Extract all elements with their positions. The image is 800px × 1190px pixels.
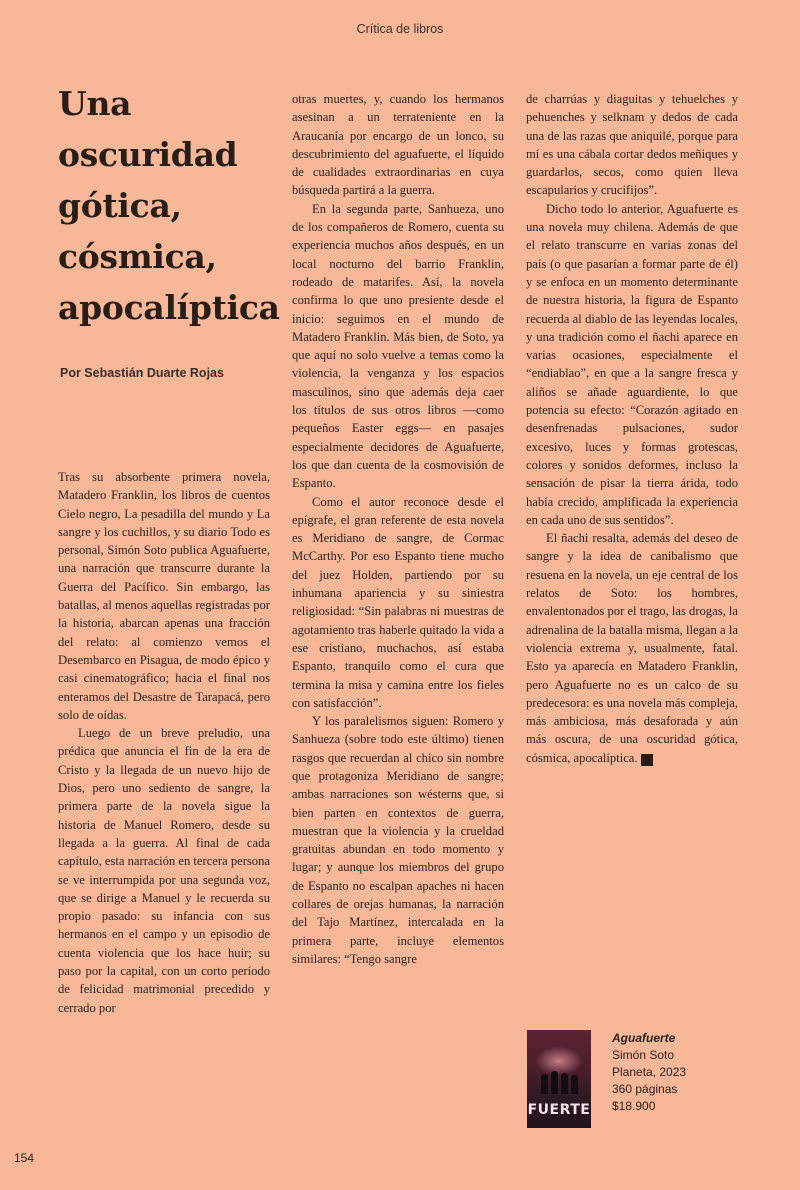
- book-publisher: Planeta, 2023: [612, 1065, 687, 1079]
- book-author: Simón Soto: [612, 1048, 675, 1062]
- byline: Por Sebastián Duarte Rojas: [60, 366, 224, 380]
- paragraph: [526, 529, 738, 767]
- cover-figure: [571, 1075, 578, 1094]
- paragraph: Y los paralelismos siguen: Romero y Sanhueza (sobre todo este último) tienen rasgos que recuerdan al chico sin nombre que protagoniza Meridiano de sangre; ambas narraciones son wésterns que, si bien parten en contextos de guerra, muestran que la violencia y la crueldad gratuitas abundan en todo momento y lugar; y aunque los miembros del grupo de Espanto no escalpan apaches ni hacen collares de orejas humanas, la narración del Tajo Martínez, intercalada en la primera parte, incluye elementos similares: “Tengo sangre: [292, 714, 504, 966]
- column-3: [526, 90, 738, 767]
- book-price: $18.900: [612, 1099, 656, 1113]
- paragraph: Dicho todo lo anterior, Aguafuerte es una novela muy chilena. Además de que el relato transcurre en varias zonas del país (o que pasarían a formar parte de él) y se enfoca en un momento determinante de nuestra historia, la figura de Espanto recuerda al diablo de las leyendas locales, y una tradición como el ñachi aparece en varias ocasiones, especialmente el “endiablao”, en que a la sangre fresca y aliños se añade aguardiente, lo que potencia su efecto: “Corazón agitado en desenfrenadas pulsaciones, sudor excesivo, luces y formas grotescas, colores y sonidos deformes, incluso la sensación de pisar la tierra árida, todo había crecido, amplificada la experiencia en cada uno de sus sentidos”.: [526, 201, 738, 527]
- column-1: [58, 468, 270, 1017]
- book-pages: 360 páginas: [612, 1082, 678, 1096]
- title-line: cósmica,: [58, 237, 217, 276]
- book-cover: [527, 1030, 591, 1128]
- title-line: gótica,: [58, 186, 182, 225]
- end-mark-icon: S: [641, 754, 653, 766]
- paragraph: En la segunda parte, Sanhueza, uno de los compañeros de Romero, cuenta su experiencia muchos años después, en un local nocturno del barrio Franklin, rodeado de matarifes. Así, la novela confirma lo que uno presiente desde el inicio: seguimos en el mundo de Matadero Franklin. Más bien, de Soto, ya que aquí no solo vuelve a temas como la violencia, la venganza y los espacios masculinos, sino que además deja caer los títulos de sus otros libros —como pequeños Easter eggs— en pasajes especialmente decidores de Aguafuerte, los que dan cuenta de la cosmovisión de Espanto.: [292, 201, 504, 491]
- cover-glow: [535, 1046, 583, 1076]
- cover-figure: [551, 1071, 558, 1094]
- book-title: Aguafuerte: [612, 1031, 676, 1045]
- title-line: oscuridad: [58, 135, 238, 174]
- paragraph: Luego de un breve preludio, una prédica que anuncia el fin de la era de Cristo y la llegada de un nuevo hijo de Dios, pero uno sediento de sangre, la primera parte de la novela sigue la historia de Manuel Romero, desde su llegada a la guerra. Al final de cada capítulo, esta narración en tercera persona se ve interrumpida por una segunda voz, que se dirige a Manuel y le recuerda su propio pasado: su infancia con sus hermanos en el campo y un episodio de cuenta violencia que los hace huir; su paso por la capital, con un corto período de felicidad matrimonial precedido y cerrado por: [58, 726, 270, 1015]
- column-2: [292, 90, 504, 968]
- paragraph-text: El ñachi resalta, además del deseo de sangre y la idea de canibalismo que resuena en la novela, un eje central de los relatos de Soto: los hombres, envalentonados por el trago, las drogas, la adrenalina de la batalla misma, llegan a la violencia extrema y, usualmente, fatal. Esto ya aparecía en Matadero Franklin, pero Aguafuerte no es un calco de su predecesora: es una novela más compleja, más ambiciosa, más desaforada y aún más oscura, de una oscuridad gótica, cósmica, apocalíptica.: [526, 531, 738, 765]
- page-number: 154: [14, 1151, 35, 1165]
- paragraph: Tras su absorbente primera novela, Matadero Franklin, los libros de cuentos Cielo negro, La pesadilla del mundo y La sangre y los cuchillos, y su diario Todo es personal, Simón Soto publica Aguafuerte, una narración que transcurre durante la Guerra del Pacífico. Sin embargo, las batallas, al menos aquellas registradas por la historia, abarcan apenas una fracción del relato: al comienzo vemos el Desembarco en Pisagua, de modo épico y casi cinematográfico; hacia el final nos enteramos del Desastre de Tarapacá, pero solo de oídas.: [58, 470, 270, 722]
- paragraph: otras muertes, y, cuando los hermanos asesinan a un terrateniente en la Araucanía por encargo de un lonco, su descubrimiento del aguafuerte, el líquido de cualidades extraordinarias en cuya búsqueda partirá a la guerra.: [292, 92, 504, 198]
- title-line: apocalíptica: [58, 288, 280, 327]
- cover-figure: [541, 1074, 548, 1094]
- cover-title: FUERTE: [527, 1102, 591, 1118]
- paragraph: de charrúas y diaguitas y tehuelches y pehuenches y selknam y dedos de cada una de las razas que aniquilé, porque para mí es una cábala cortar dedos meñiques y guardarlos, secos, como quien lleva escapularios y crucifijos”.: [526, 92, 738, 198]
- book-info: [612, 1030, 686, 1115]
- title-line: Una: [58, 84, 132, 123]
- paragraph: Como el autor reconoce desde el epígrafe, el gran referente de esta novela es Meridiano de sangre, de Cormac McCarthy. Por eso Espanto tiene mucho del juez Holden, partiendo por su inhumana apariencia y su siniestra religiosidad: “Sin palabras ni muestras de agotamiento tras haberle quitado la vida a ese cristiano, muchachos, así estaba Espanto, tranquilo como el cura que termina la misa y camina entre los fieles con satisfacción”.: [292, 494, 504, 710]
- cover-figure: [561, 1073, 568, 1094]
- article-title: [58, 78, 283, 333]
- section-header: Crítica de libros: [356, 22, 444, 36]
